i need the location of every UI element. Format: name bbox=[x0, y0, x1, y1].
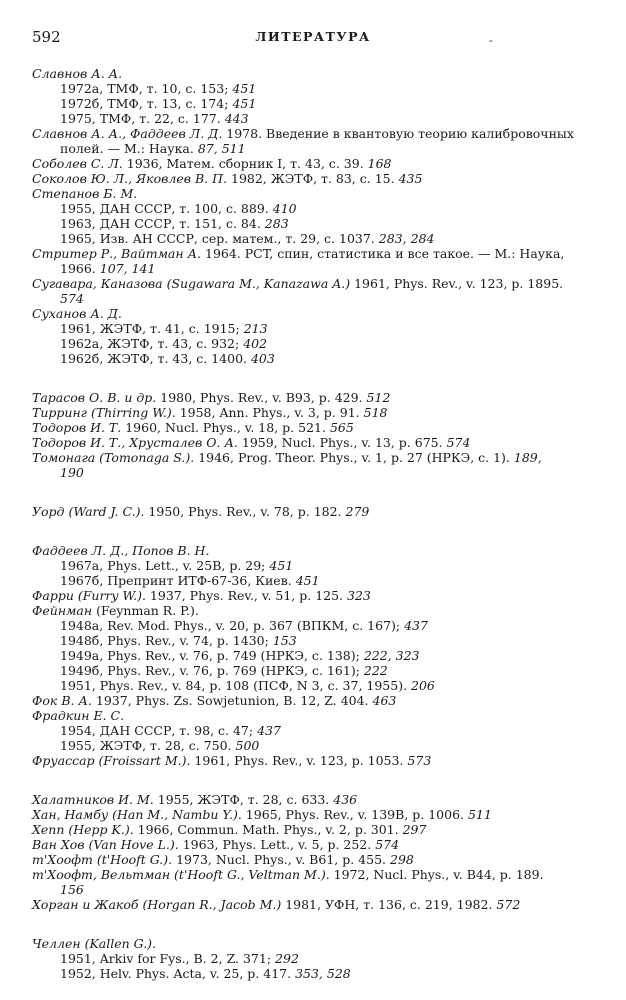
page-references: 437 bbox=[404, 618, 428, 633]
page-references: 222 bbox=[363, 663, 388, 678]
reference-text: 1954, ДАН СССР, т. 98, с. 47; bbox=[60, 723, 254, 738]
page-references: 279 bbox=[345, 504, 370, 519]
bibliography-line bbox=[32, 465, 592, 480]
section-gap bbox=[32, 480, 592, 504]
reference-author: Хорган и Жакоб (Horgan R., Jacob M.) bbox=[32, 897, 282, 912]
reference-author: Хан, Намбу (Han M., Nambu Y.). bbox=[32, 807, 242, 822]
bibliography-line bbox=[32, 867, 592, 882]
bibliography-line bbox=[32, 405, 592, 420]
bibliography-line bbox=[32, 435, 592, 450]
reference-author: Славнов А. А. bbox=[32, 66, 123, 81]
margin-mark: - bbox=[489, 34, 493, 47]
reference-author: Уорд (Ward J. C.). bbox=[32, 504, 145, 519]
page-references: 573 bbox=[407, 753, 432, 768]
reference-author: т'Хоофт, Вельтман (t'Hooft G., Veltman M.). bbox=[32, 867, 330, 882]
page-references: 168 bbox=[367, 156, 392, 171]
page-references: 463 bbox=[372, 693, 397, 708]
bibliography-line bbox=[32, 618, 592, 633]
bibliography-line bbox=[32, 186, 592, 201]
reference-text: 1950, Phys. Rev., v. 78, p. 182. bbox=[148, 504, 342, 519]
reference-author: Фаддеев Л. Д., Попов В. Н. bbox=[32, 543, 210, 558]
bibliography-line bbox=[32, 807, 592, 822]
bibliography-line bbox=[32, 897, 592, 912]
reference-text: 1972, Nucl. Phys., v. B44, p. 189. bbox=[333, 867, 544, 882]
page-references: 353, 528 bbox=[295, 966, 351, 981]
page-references: 222, 323 bbox=[363, 648, 420, 663]
reference-text: 1937, Phys. Rev., v. 51, p. 125. bbox=[149, 588, 344, 603]
reference-author: Фарри (Furry W.). bbox=[32, 588, 146, 603]
page-references: 213 bbox=[243, 321, 268, 336]
reference-author: т'Хоофт (t'Hooft G.). bbox=[32, 852, 173, 867]
reference-author: Томонага (Tomonaga S.). bbox=[32, 450, 195, 465]
reference-text: 1961, ЖЭТФ, т. 41, с. 1915; bbox=[60, 321, 240, 336]
section-gap bbox=[32, 912, 592, 936]
reference-text: 1978. Введение в квантовую теорию калибровочных bbox=[226, 126, 574, 141]
bibliography-line bbox=[32, 390, 592, 405]
page-references: 451 bbox=[232, 96, 257, 111]
page-references: 500 bbox=[235, 738, 260, 753]
reference-author: Халатников И. М. bbox=[32, 792, 154, 807]
reference-text: 1948б, Phys. Rev., v. 74, p. 1430; bbox=[60, 633, 269, 648]
bibliography-line bbox=[32, 81, 592, 96]
reference-author: Степанов Б. М. bbox=[32, 186, 138, 201]
bibliography-line bbox=[32, 588, 592, 603]
reference-text: 1982, ЖЭТФ, т. 83, с. 15. bbox=[231, 171, 395, 186]
reference-text: 1962а, ЖЭТФ, т. 43, с. 932; bbox=[60, 336, 240, 351]
bibliography-line bbox=[32, 738, 592, 753]
reference-text: 1946, Prog. Theor. Phys., v. 1, p. 27 (НРКЭ, с. 1). bbox=[198, 450, 510, 465]
page-references: 402 bbox=[243, 336, 268, 351]
reference-text: (Feynman R. P.). bbox=[96, 603, 199, 618]
reference-author: Тодоров И. Т. bbox=[32, 420, 122, 435]
reference-text: 1975, ТМФ, т. 22, с. 177. bbox=[60, 111, 221, 126]
bibliography-line bbox=[32, 231, 592, 246]
bibliography-line bbox=[32, 678, 592, 693]
reference-author: Сугавара, Каназова (Sugawara M., Kanazawa A.) bbox=[32, 276, 351, 291]
bibliography-line bbox=[32, 603, 592, 618]
bibliography-line bbox=[32, 648, 592, 663]
bibliography-line bbox=[32, 573, 592, 588]
page-references: 511 bbox=[467, 807, 492, 822]
page-references: 298 bbox=[390, 852, 414, 867]
bibliography-line bbox=[32, 936, 592, 951]
reference-author: Хепп (Hepp K.). bbox=[32, 822, 134, 837]
section-gap bbox=[32, 519, 592, 543]
reference-text: 1955, ДАН СССР, т. 100, с. 889. bbox=[60, 201, 269, 216]
reference-text: 1961, Phys. Rev., v. 123, p. 1053. bbox=[194, 753, 404, 768]
bibliography-line bbox=[32, 306, 592, 321]
reference-text: 1951, Arkiv for Fys., B. 2, Z. 371; bbox=[60, 951, 272, 966]
bibliography-line bbox=[32, 276, 592, 291]
page-references: 574 bbox=[60, 291, 84, 306]
bibliography-line bbox=[32, 450, 592, 465]
reference-author: Фруассар (Froissart M.). bbox=[32, 753, 191, 768]
page-references: 410 bbox=[272, 201, 297, 216]
reference-text: 1937, Phys. Zs. Sowjetunion, B. 12, Z. 404. bbox=[95, 693, 369, 708]
bibliography-line bbox=[32, 543, 592, 558]
reference-text: 1949б, Phys. Rev., v. 76, p. 769 (НРКЭ, с. 161); bbox=[60, 663, 360, 678]
bibliography-list bbox=[32, 66, 592, 981]
bibliography-line bbox=[32, 321, 592, 336]
page-references: 297 bbox=[402, 822, 427, 837]
page-references: 283, 284 bbox=[378, 231, 435, 246]
bibliography-line bbox=[32, 792, 592, 807]
reference-text: 1958, Ann. Phys., v. 3, p. 91. bbox=[179, 405, 360, 420]
bibliography-line bbox=[32, 822, 592, 837]
page-references: 451 bbox=[295, 573, 320, 588]
page-references: 436 bbox=[333, 792, 358, 807]
bibliography-line bbox=[32, 156, 592, 171]
page-references: 206 bbox=[411, 678, 435, 693]
page-references: 565 bbox=[329, 420, 354, 435]
reference-text: 1972а, ТМФ, т. 10, с. 153; bbox=[60, 81, 229, 96]
bibliography-line bbox=[32, 171, 592, 186]
page-references: 189, bbox=[513, 450, 542, 465]
reference-text: 1972б, ТМФ, т. 13, с. 174; bbox=[60, 96, 229, 111]
bibliography-line bbox=[32, 261, 592, 276]
reference-text: 1966. bbox=[60, 261, 96, 276]
bibliography-line bbox=[32, 723, 592, 738]
bibliography-line bbox=[32, 111, 592, 126]
page-references: 403 bbox=[250, 351, 275, 366]
reference-text: 1981, УФН, т. 136, с. 219, 1982. bbox=[285, 897, 493, 912]
bibliography-line bbox=[32, 66, 592, 81]
reference-text: 1955, ЖЭТФ, т. 28, с. 633. bbox=[157, 792, 330, 807]
section-gap bbox=[32, 366, 592, 390]
reference-text: 1949а, Phys. Rev., v. 76, p. 749 (НРКЭ, с. 138); bbox=[60, 648, 360, 663]
bibliography-line bbox=[32, 201, 592, 216]
bibliography-line bbox=[32, 693, 592, 708]
reference-author: Суханов А. Д. bbox=[32, 306, 122, 321]
reference-text: 1955, ЖЭТФ, т. 28, с. 750. bbox=[60, 738, 232, 753]
bibliography-line bbox=[32, 708, 592, 723]
reference-author: Соколов Ю. Л., Яковлев В. П. bbox=[32, 171, 228, 186]
page-references: 512 bbox=[366, 390, 391, 405]
page-references: 156 bbox=[60, 882, 84, 897]
reference-text: 1961, Phys. Rev., v. 123, p. 1895. bbox=[354, 276, 564, 291]
reference-author: Тирринг (Thirring W.). bbox=[32, 405, 176, 420]
page-references: 574 bbox=[446, 435, 471, 450]
reference-text: 1951, Phys. Rev., v. 84, p. 108 (ПСФ, N 3, с. 37, 1955). bbox=[60, 678, 408, 693]
page-references: 283 bbox=[264, 216, 289, 231]
reference-author: Соболев С. Л. bbox=[32, 156, 123, 171]
reference-author: Фейнман bbox=[32, 603, 93, 618]
reference-text: 1948а, Rev. Mod. Phys., v. 20, p. 367 (ВПКМ, с. 167); bbox=[60, 618, 401, 633]
bibliography-line bbox=[32, 951, 592, 966]
bibliography-line bbox=[32, 126, 592, 141]
bibliography-line bbox=[32, 837, 592, 852]
bibliography-line bbox=[32, 558, 592, 573]
reference-text: полей. — М.: Наука. bbox=[60, 141, 194, 156]
reference-text: 1952, Helv. Phys. Acta, v. 25, p. 417. bbox=[60, 966, 292, 981]
page-references: 451 bbox=[269, 558, 294, 573]
reference-text: 1965, Изв. АН СССР, сер. матем., т. 29, с. 1037. bbox=[60, 231, 375, 246]
reference-author: Ван Хов (Van Hove L.). bbox=[32, 837, 179, 852]
reference-text: 1965, Phys. Rev., v. 139B, p. 1006. bbox=[245, 807, 464, 822]
bibliography-line bbox=[32, 246, 592, 261]
bibliography-line bbox=[32, 852, 592, 867]
reference-text: 1959, Nucl. Phys., v. 13, p. 675. bbox=[241, 435, 443, 450]
reference-text: 1973, Nucl. Phys., v. B61, p. 455. bbox=[176, 852, 387, 867]
page-references: 190 bbox=[60, 465, 84, 480]
reference-text: 1936, Матем. сборник I, т. 43, с. 39. bbox=[126, 156, 364, 171]
bibliography-line bbox=[32, 141, 592, 156]
page-references: 437 bbox=[257, 723, 281, 738]
page-references: 451 bbox=[232, 81, 257, 96]
page-references: 292 bbox=[275, 951, 299, 966]
reference-text: 1962б, ЖЭТФ, т. 43, с. 1400. bbox=[60, 351, 247, 366]
bibliography-line bbox=[32, 420, 592, 435]
reference-author: Фрадкин Е. С. bbox=[32, 708, 125, 723]
bibliography-line bbox=[32, 753, 592, 768]
reference-text: 1964. PCT, спин, статистика и все такое. — М.: Наука, bbox=[205, 246, 565, 261]
reference-author: Тодоров И. Т., Хрусталев О. А. bbox=[32, 435, 238, 450]
reference-author: Стритер Р., Вайтман А. bbox=[32, 246, 202, 261]
page-title: ЛИТЕРАТУРА bbox=[255, 29, 371, 44]
reference-text: 1967б, Препринт ИТФ-67-36, Киев. bbox=[60, 573, 292, 588]
page-references: 87, 511 bbox=[197, 141, 246, 156]
reference-author: Тарасов О. В. и др. bbox=[32, 390, 157, 405]
page-header bbox=[0, 28, 626, 48]
reference-author: Челлен (Kallen G.). bbox=[32, 936, 157, 951]
bibliography-line bbox=[32, 663, 592, 678]
bibliography-line bbox=[32, 882, 592, 897]
page-references: 107, 141 bbox=[99, 261, 156, 276]
page-references: 435 bbox=[398, 171, 423, 186]
bibliography-line bbox=[32, 96, 592, 111]
bibliography-line bbox=[32, 966, 592, 981]
reference-text: 1966, Commun. Math. Phys., v. 2, p. 301. bbox=[137, 822, 399, 837]
bibliography-line bbox=[32, 336, 592, 351]
page-references: 572 bbox=[496, 897, 521, 912]
reference-text: 1963, Phys. Lett., v. 5, p. 252. bbox=[182, 837, 372, 852]
reference-text: 1963, ДАН СССР, т. 151, с. 84. bbox=[60, 216, 261, 231]
page-references: 443 bbox=[224, 111, 249, 126]
bibliography-line bbox=[32, 633, 592, 648]
page-references: 323 bbox=[347, 588, 371, 603]
bibliography-line bbox=[32, 216, 592, 231]
reference-text: 1980, Phys. Rev., v. B93, p. 429. bbox=[160, 390, 363, 405]
page-references: 574 bbox=[375, 837, 400, 852]
reference-author: Славнов А. А., Фаддеев Л. Д. bbox=[32, 126, 223, 141]
reference-text: 1960, Nucl. Phys., v. 18, p. 521. bbox=[125, 420, 326, 435]
page-references: 153 bbox=[272, 633, 297, 648]
section-gap bbox=[32, 768, 592, 792]
bibliography-line bbox=[32, 351, 592, 366]
bibliography-line bbox=[32, 504, 592, 519]
reference-text: 1967а, Phys. Lett., v. 25B, p. 29; bbox=[60, 558, 266, 573]
page-number: 592 bbox=[32, 28, 61, 46]
page-references: 518 bbox=[363, 405, 388, 420]
reference-author: Фок В. А. bbox=[32, 693, 92, 708]
bibliography-line bbox=[32, 291, 592, 306]
